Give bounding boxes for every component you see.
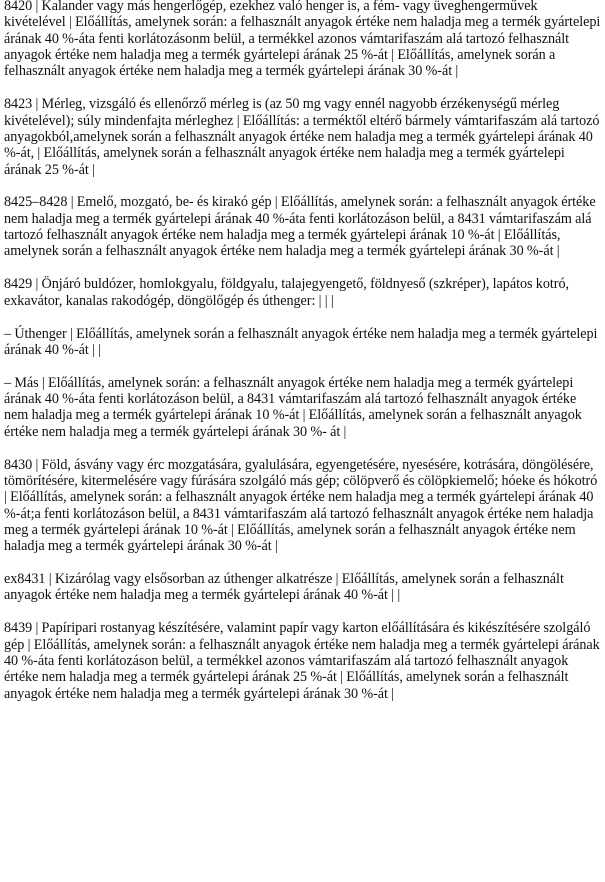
paragraph-8423: 8423 | Mérleg, vizsgáló és ellenőrző mérleg is (az 50 mg vagy ennél nagyobb érzékenységű mérleg kivételével); súly mindenfajta mérleghez | Előállítás: a terméktől eltérő bármely vámtarifaszám alá tartozó anyagokból,amelynek során a felhasznált anyagok értéke nem haladja meg a termék gyártelepi árának 40 %-át, | Előállítás, amelynek során a felhasznált anyagok értéke nem haladja meg a termék gyártelepi árának 25 %-át | — [4, 96, 600, 178]
paragraph-8439: 8439 | Papíripari rostanyag készítésére, valamint papír vagy karton előállítására és kikészítésére szolgáló gép | Előállítás, amelynek során: a felhasznált anyagok értéke nem haladja meg a termék gyártelepi árának 40 %-áta fenti korlátozáson belül, a termékkel azonos vámtarifaszám alá tartozó felhasznált anyagok értéke nem haladja meg a termék gyártelepi árának 25 %-át | Előállítás, amelynek során a felhasznált anyagok értéke nem haladja meg a termék gyártelepi árának 30 %-át | — [4, 620, 600, 702]
paragraph-8430: 8430 | Föld, ásvány vagy érc mozgatására, gyalulására, egyengetésére, nyesésére, kotrására, döngölésére, tömörítésére, kitermelésére vagy fúrására szolgáló más gép; cölöpverő és cölöpkiemelő; hóeke és hókotró | Előállítás, amelynek során: a felhasznált anyagok értéke nem haladja meg a termék gyártelepi árának 40 %-át;a fenti korlátozáson belül, a 8431 vámtarifaszám alá tartozó felhasznált anyagok értéke nem haladja meg a termék gyártelepi árának 10 %-át | Előállítás, amelynek során a felhasznált anyagok értéke nem haladja meg a termék gyártelepi árának 30 %-át | — [4, 456, 598, 555]
paragraph-ex8431: ex8431 | Kizárólag vagy elsősorban az úthenger alkatrésze | Előállítás, amelynek során a felhasznált anyagok értéke nem haladja meg a termék gyártelepi árának 40 %-át | | — [4, 571, 564, 604]
paragraph-8429-uthenger: – Úthenger | Előállítás, amelynek során a felhasznált anyagok értéke nem haladja meg a termék gyártelepi árának 40 %-át | | — [4, 325, 598, 358]
paragraph-8425-8428: 8425–8428 | Emelő, mozgató, be- és kirakó gép | Előállítás, amelynek során: a felhasznált anyagok értéke nem haladja meg a termék gyártelepi árának 40 %-áta fenti korlátozáson belül, a 8431 vámtarifaszám alá tartozó felhasznált anyagok értéke nem haladja meg a termék gyártelepi árának 10 %-át | Előállítás, amelynek során a felhasznált anyagok értéke nem haladja meg a termék gyártelepi árának 30 %-át | — [4, 194, 596, 260]
paragraph-8420: 8420 | Kalander vagy más hengerlőgép, ezekhez való henger is, a fém- vagy üveghengerművek kivételével | Előállítás, amelynek során: a felhasznált anyagok értéke nem haladja meg a termék gyártelepi árának 40 %-áta fenti korlátozásonm belül, a termékkel azonos vámtarifaszám alá tartozó felhasznált anyagok értéke nem haladja meg a termék gyártelepi árának 25 %-át | Előállítás, amelynek során a felhasznált anyagok értéke nem haladja meg a termék gyártelepi árának 30 %-át | — [4, 0, 601, 80]
paragraph-8429: 8429 | Önjáró buldózer, homlokgyalu, földgyalu, talajegyengető, földnyeső (szkréper), lapátos kotró, exkavátor, kanalas rakodógép, döngölőgép és úthenger: | | | — [4, 276, 569, 309]
paragraph-8429-mas: – Más | Előállítás, amelynek során: a felhasznált anyagok értéke nem haladja meg a termék gyártelepi árának 40 %-áta fenti korlátozáson belül, a 8431 vámtarifaszám alá tartozó felhasznált anyagok értéke nem haladja meg a termék gyártelepi árának 10 %-át | Előállítás, amelynek során a felhasznált anyagok értéke nem haladja meg a termék gyártelepi árának 30 %- át | — [4, 374, 582, 440]
